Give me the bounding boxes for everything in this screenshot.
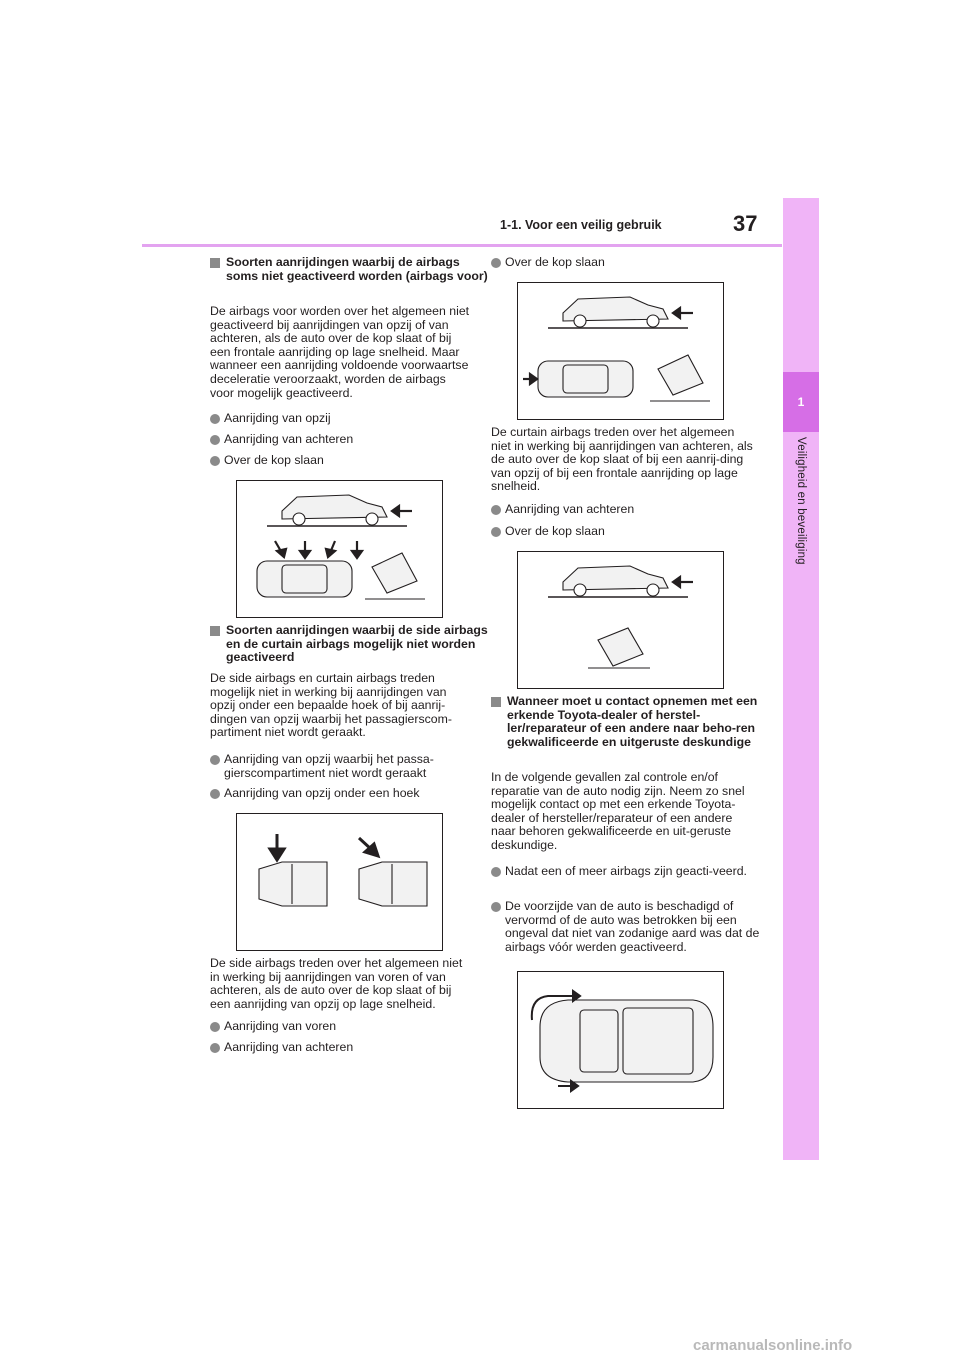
bullet-dot-icon bbox=[210, 755, 220, 765]
paragraph: De airbags voor worden over het algemeen niet geactiveerd bij aanrijdingen van opzij of van achteren, als de auto over de kop slaat of bij een frontale aanrijding op lage snelheid. Maar wanneer een aanrijding voldoende voorwaartse deceleratie veroorzaakt, worden de airbags voor mogelijk geactiveerd. bbox=[210, 304, 470, 400]
figure-curtain-airbag-crash-types bbox=[517, 282, 724, 420]
watermark: carmanualsonline.info bbox=[693, 1337, 853, 1354]
bullet-dot-icon bbox=[491, 258, 501, 268]
figure-frontal-airbag-crash-types bbox=[236, 480, 443, 618]
heading-square-icon bbox=[210, 258, 220, 268]
bullet-dot-icon bbox=[210, 456, 220, 466]
bullet-item: Nadat een of meer airbags zijn geacti-veerd. bbox=[491, 865, 765, 879]
bullet-item: Aanrijding van achteren bbox=[210, 433, 484, 447]
car-illustration bbox=[518, 972, 723, 1108]
chapter-title: Veiligheid en beveiliging bbox=[795, 437, 807, 565]
bullet-item: Aanrijding van achteren bbox=[210, 1041, 484, 1055]
heading-square-icon bbox=[491, 697, 501, 707]
heading-side-curtain-airbags: Soorten aanrijdingen waarbij de side airbags en de curtain airbags mogelijk niet worden geactiveerd bbox=[210, 624, 488, 665]
heading-frontal-airbags: Soorten aanrijdingen waarbij de airbags soms niet geactiveerd worden (airbags voor) bbox=[210, 256, 488, 283]
figure-front-damage-topview bbox=[517, 971, 724, 1109]
section-title: 1-1. Voor een veilig gebruik bbox=[500, 218, 662, 232]
figure-side-impact-angles bbox=[236, 813, 443, 951]
bullet-item: Over de kop slaan bbox=[491, 256, 765, 270]
chapter-title-container bbox=[783, 437, 819, 637]
page-number: 37 bbox=[733, 211, 758, 236]
paragraph: De side airbags en curtain airbags treden mogelijk niet in werking bij aanrijdingen van opzij onder een bepaalde hoek of bij aanrij-dingen van opzij waarbij het passagierscom-partiment niet wordt geraakt. bbox=[210, 671, 452, 740]
bullet-dot-icon bbox=[491, 527, 501, 537]
car-illustration bbox=[237, 481, 442, 617]
bullet-item: Aanrijding van opzij waarbij het passa-gierscompartiment niet wordt geraakt bbox=[210, 753, 484, 780]
car-illustration bbox=[237, 814, 442, 950]
bullet-dot-icon bbox=[210, 414, 220, 424]
bullet-item: De voorzijde van de auto is beschadigd of vervormd of de auto was betrokken bij een ongeval dat niet van zodanige aard was dat de airbags vóór werden geactiveerd. bbox=[491, 900, 765, 954]
car-illustration bbox=[518, 283, 723, 419]
bullet-item: Aanrijding van voren bbox=[210, 1020, 484, 1034]
figure-curtain-rear-rollover bbox=[517, 551, 724, 689]
bullet-dot-icon bbox=[491, 902, 501, 912]
bullet-dot-icon bbox=[210, 435, 220, 445]
bullet-dot-icon bbox=[210, 789, 220, 799]
header-divider bbox=[142, 244, 782, 247]
paragraph: De side airbags treden over het algemeen niet in werking bij aanrijdingen van voren of van achteren, als de auto over de kop slaat of bij een aanrijding van opzij op lage snelheid. bbox=[210, 956, 463, 1011]
bullet-item: Aanrijding van opzij bbox=[210, 412, 484, 426]
car-illustration bbox=[518, 552, 723, 688]
bullet-dot-icon bbox=[491, 505, 501, 515]
bullet-dot-icon bbox=[210, 1022, 220, 1032]
bullet-item: Aanrijding van opzij onder een hoek bbox=[210, 787, 484, 801]
heading-when-to-contact-dealer: Wanneer moet u contact opnemen met een erkende Toyota-dealer of herstel-ler/reparateur of een andere naar beho-ren gekwalificeerde en uitgeruste deskundige bbox=[491, 695, 769, 749]
paragraph: De curtain airbags treden over het algemeen niet in werking bij aanrijdingen van achteren, als de auto over de kop slaat of bij een aanrij-ding van opzij of bij een frontale aanrijding op lage snelheid. bbox=[491, 425, 753, 494]
heading-square-icon bbox=[210, 626, 220, 636]
chapter-side-tab bbox=[783, 198, 819, 1160]
bullet-dot-icon bbox=[210, 1043, 220, 1053]
paragraph: In de volgende gevallen zal controle en/of reparatie van de auto nodig zijn. Neem zo snel mogelijk contact op met een erkende Toyota-dealer of hersteller/reparateur of een andere naar behoren gekwalificeerde en uit-geruste deskundige. bbox=[491, 770, 745, 852]
bullet-item: Over de kop slaan bbox=[491, 525, 765, 539]
bullet-item: Over de kop slaan bbox=[210, 454, 484, 468]
bullet-dot-icon bbox=[491, 867, 501, 877]
bullet-item: Aanrijding van achteren bbox=[491, 503, 765, 517]
chapter-number: 1 bbox=[797, 395, 805, 409]
